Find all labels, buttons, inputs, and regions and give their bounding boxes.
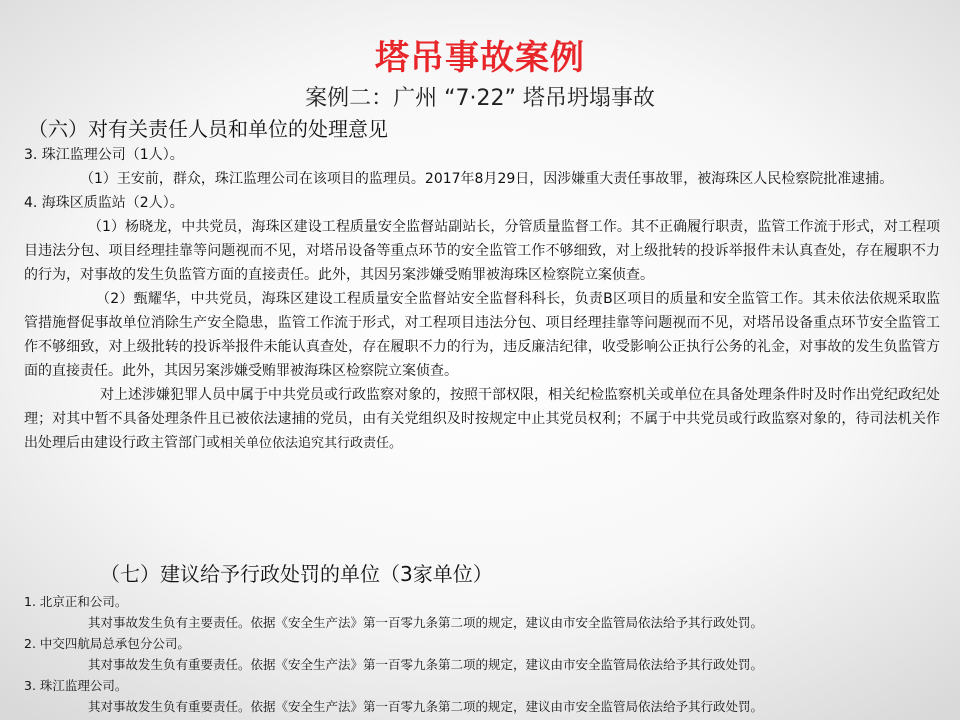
- slide-title: 塔吊事故案例: [375, 38, 585, 78]
- section-6-body: [24, 143, 940, 456]
- item-4-paragraph-2: （2）甄耀华，中共党员，海珠区建设工程质量安全监督站安全监督科科长，负责B区项目的质量和安全监管工作。其未依法依规采取监管措施督促事故单位消除生产安全隐患，监管工作流于形式，对工程项目违法分包、项目经理挂靠等问题视而不见，对塔吊设备重点环节安全监管工作不够细致，对上级批转的投诉举报件未能认真查处，存在履职不力的行为，违反廉洁纪律，收受影响公正执行公务的礼金，对事故的发生负监管方面的直接责任。此外，其因另案涉嫌受贿罪被海珠区检察院立案侦查。: [24, 291, 940, 379]
- penalty-item-heading: 2. 中交四航局总承包分公司。: [24, 636, 190, 651]
- section-7-heading: （七）建议给予行政处罚的单位（3家单位）: [100, 562, 493, 586]
- penalty-item-heading: 3. 珠江监理公司。: [24, 678, 128, 693]
- penalty-item-text: 其对事故发生负有主要责任。依据《安全生产法》第一百零九条第二项的规定，建议由市安全监管局依法给予其行政处罚。: [88, 615, 764, 630]
- summary-main: 对上述涉嫌犯罪人员中属于中共党员或行政监察对象的，按照干部权限，相关纪检监察机关或单位在具备处理条件时及时作出党纪政纪处理；对其中暂不具备处理条件且已被依法逮捕的党员，由有关党组织及时按规定中止其党员权利；不属于中共党员或行政监察对象的，待司法机关作出处理后由建设行政主管部门或: [24, 387, 940, 451]
- item-3-heading: 3. 珠江监理公司（1人）。: [24, 147, 184, 163]
- section-7-body: [24, 591, 940, 717]
- item-4-heading: 4. 海珠区质监站（2人）。: [24, 195, 184, 211]
- penalty-item-heading: 1. 北京正和公司。: [24, 594, 128, 609]
- slide-subtitle: 案例二：广州 “7·22” 塔吊坍塌事故: [305, 86, 655, 111]
- summary-tail: 相关单位依法追究其行政责任。: [220, 436, 403, 451]
- item-3-paragraph-1: （1）王安前，群众，珠江监理公司在该项目的监理员。2017年8月29日，因涉嫌重大责任事故罪，被海珠区人民检察院批准逮捕。: [80, 171, 894, 187]
- item-4-paragraph-1: （1）杨晓龙，中共党员，海珠区建设工程质量安全监督站副站长，分管质量监督工作。其不正确履行职责，监管工作流于形式，对工程项目违法分包、项目经理挂靠等问题视而不见，对塔吊设备等重点环节的安全监管工作不够细致，对上级批转的投诉举报件未认真查处，存在履职不力的行为，对事故的发生负监管方面的直接责任。此外，其因另案涉嫌受贿罪被海珠区检察院立案侦查。: [24, 219, 940, 283]
- summary-paragraph: [24, 383, 940, 456]
- section-6-heading: （六）对有关责任人员和单位的处理意见: [28, 117, 388, 141]
- penalty-item-text: 其对事故发生负有重要责任。依据《安全生产法》第一百零九条第二项的规定，建议由市安全监管局依法给予其行政处罚。: [88, 699, 764, 714]
- penalty-item-text: 其对事故发生负有重要责任。依据《安全生产法》第一百零九条第二项的规定，建议由市安全监管局依法给予其行政处罚。: [88, 657, 764, 672]
